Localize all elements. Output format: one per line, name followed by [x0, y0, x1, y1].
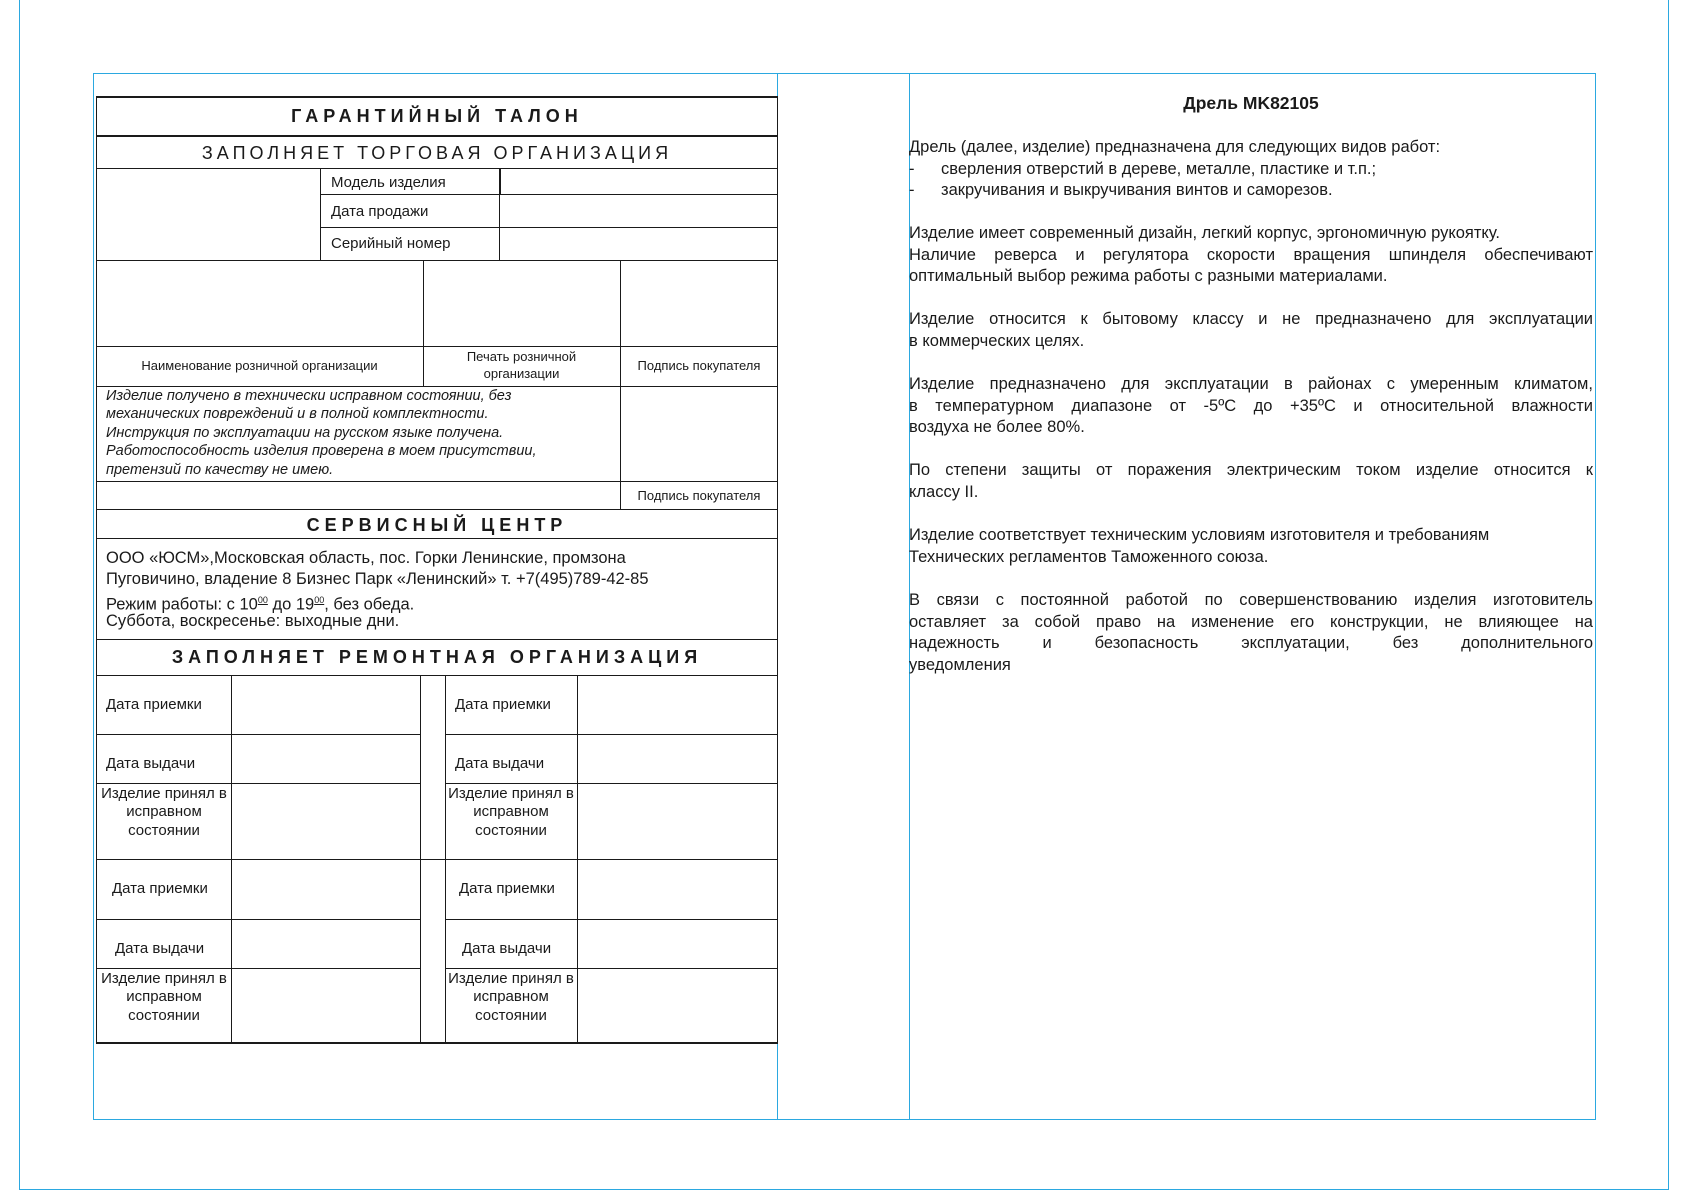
- buyer-signature-field[interactable]: [622, 262, 776, 345]
- repair-accept-date-label: Дата приемки: [455, 696, 551, 713]
- service-days-off: Суббота, воскресенье: выходные дни.: [106, 612, 400, 630]
- repair-accept-date-field[interactable]: [233, 861, 419, 918]
- retail-stamp-field[interactable]: [425, 262, 619, 345]
- retail-stamp-label-1: Печать розничной: [466, 349, 577, 364]
- use-item: закручивания и выкручивания винтов и саморезов.: [941, 181, 1333, 199]
- retail-stamp-label-2: организации: [483, 366, 560, 381]
- paragraph-changes: В связи с постоянной работой по совершенствованию изделия изготовитель оставляет за собой право на изменение его конструкции, не влияющее на надежность и безопасность эксплуатации, без дополнительного уведомления: [909, 591, 1593, 674]
- repair-accept-date-label: Дата приемки: [106, 696, 202, 713]
- service-address-line: ООО «ЮСМ»,Московская область, пос. Горки Ленинские, промзона: [106, 549, 626, 567]
- trade-section-header: ЗАПОЛНЯЕТ ТОРГОВАЯ ОРГАНИЗАЦИЯ: [201, 143, 673, 163]
- retail-name-label: Наименование розничной организации: [141, 358, 378, 373]
- statement-line: Инструкция по эксплуатации на русском языке получена.: [106, 425, 504, 441]
- repair-accept-date-label: Дата приемки: [112, 880, 208, 897]
- service-center-header: СЕРВИСНЫЙ ЦЕНТР: [306, 515, 568, 535]
- repair-accepted-label: Изделие принял в исправном состоянии: [101, 970, 227, 1024]
- repair-issue-date-label: Дата выдачи: [462, 940, 552, 957]
- repair-section-header: ЗАПОЛНЯЕТ РЕМОНТНАЯ ОРГАНИЗАЦИЯ: [171, 647, 703, 667]
- model-label: Модель изделия: [331, 174, 446, 191]
- buyer-signature-field-2[interactable]: [622, 388, 776, 480]
- repair-accepted-label: Изделие принял в исправном состоянии: [448, 785, 574, 839]
- paragraph-climate: Изделие предназначено для эксплуатации в районах с умеренным климатом, в температурном диапазоне от -5ºС до +35ºС и относительной влажности воздуха не более 80%.: [909, 375, 1593, 436]
- repair-accept-date-field[interactable]: [579, 861, 776, 918]
- repair-accept-date-field[interactable]: [233, 677, 419, 733]
- paragraph-compliance: Изделие соответствует техническим условиям изготовителя и требованиям Технических регламентов Таможенного союза.: [909, 526, 1490, 566]
- repair-accepted-field[interactable]: [579, 785, 776, 858]
- buyer-signature-label: Подпись покупателя: [637, 358, 761, 373]
- repair-accepted-label: Изделие принял в исправном состоянии: [448, 970, 574, 1024]
- repair-issue-date-field[interactable]: [579, 736, 776, 782]
- statement-line: Работоспособность изделия проверена в моем присутствии,: [106, 443, 537, 459]
- warranty-title: ГАРАНТИЙНЫЙ ТАЛОН: [291, 106, 583, 126]
- repair-accepted-field[interactable]: [233, 970, 419, 1041]
- paragraph-protection: По степени защиты от поражения электрическим током изделие относится к классу II.: [909, 461, 1593, 501]
- fold-gap: [778, 73, 909, 1120]
- model-field[interactable]: [502, 170, 776, 194]
- repair-accept-date-label: Дата приемки: [459, 880, 555, 897]
- product-title: Дрель MK82105: [1183, 93, 1319, 113]
- statement-line: претензий по качеству не имею.: [106, 462, 334, 478]
- repair-issue-date-field[interactable]: [579, 921, 776, 967]
- serial-label: Серийный номер: [331, 235, 451, 252]
- retail-name-field[interactable]: [98, 262, 422, 345]
- repair-accepted-field[interactable]: [233, 785, 419, 858]
- repair-accepted-label: Изделие принял в исправном состоянии: [101, 785, 227, 839]
- sale-date-field[interactable]: [502, 196, 776, 226]
- repair-issue-date-field[interactable]: [233, 921, 419, 967]
- repair-accepted-field[interactable]: [579, 970, 776, 1041]
- repair-issue-date-field[interactable]: [233, 736, 419, 782]
- statement-line: Изделие получено в технически исправном состоянии, без: [106, 388, 512, 404]
- service-hours: Режим работы: с $10^{00}$ до $19^{00}$, без обеда.: [106, 595, 415, 614]
- use-item: сверления отверстий в дереве, металле, пластике и т.п.;: [941, 159, 1377, 178]
- repair-issue-date-label: Дата выдачи: [106, 755, 196, 772]
- repair-issue-date-label: Дата выдачи: [115, 940, 205, 957]
- repair-accept-date-field[interactable]: [579, 677, 776, 733]
- product-intro: Дрель (далее, изделие) предназначена для следующих видов работ: - сверления отверстий в дереве, металле, пластике и т.п.; - закручивания и выкручивания винтов и саморезов.: [909, 138, 1441, 199]
- paragraph-design: Изделие имеет современный дизайн, легкий корпус, эргономичную рукоятку. Наличие реверса и регулятора скорости вращения шпинделя обеспечивают оптимальный выбор режима работы с разными материалами.: [909, 224, 1593, 285]
- sale-date-label: Дата продажи: [331, 203, 429, 220]
- serial-field[interactable]: [502, 229, 776, 259]
- statement-line: механических повреждений и в полной комплектности.: [106, 406, 489, 422]
- repair-issue-date-label: Дата выдачи: [455, 755, 545, 772]
- buyer-signature-label-2: Подпись покупателя: [637, 488, 761, 503]
- service-address-line: Пуговичино, владение 8 Бизнес Парк «Ленинский» т. +7(495)789-42-85: [106, 570, 649, 588]
- paragraph-class: Изделие относится к бытовому классу и не предназначено для эксплуатации в коммерческих целях.: [909, 310, 1593, 350]
